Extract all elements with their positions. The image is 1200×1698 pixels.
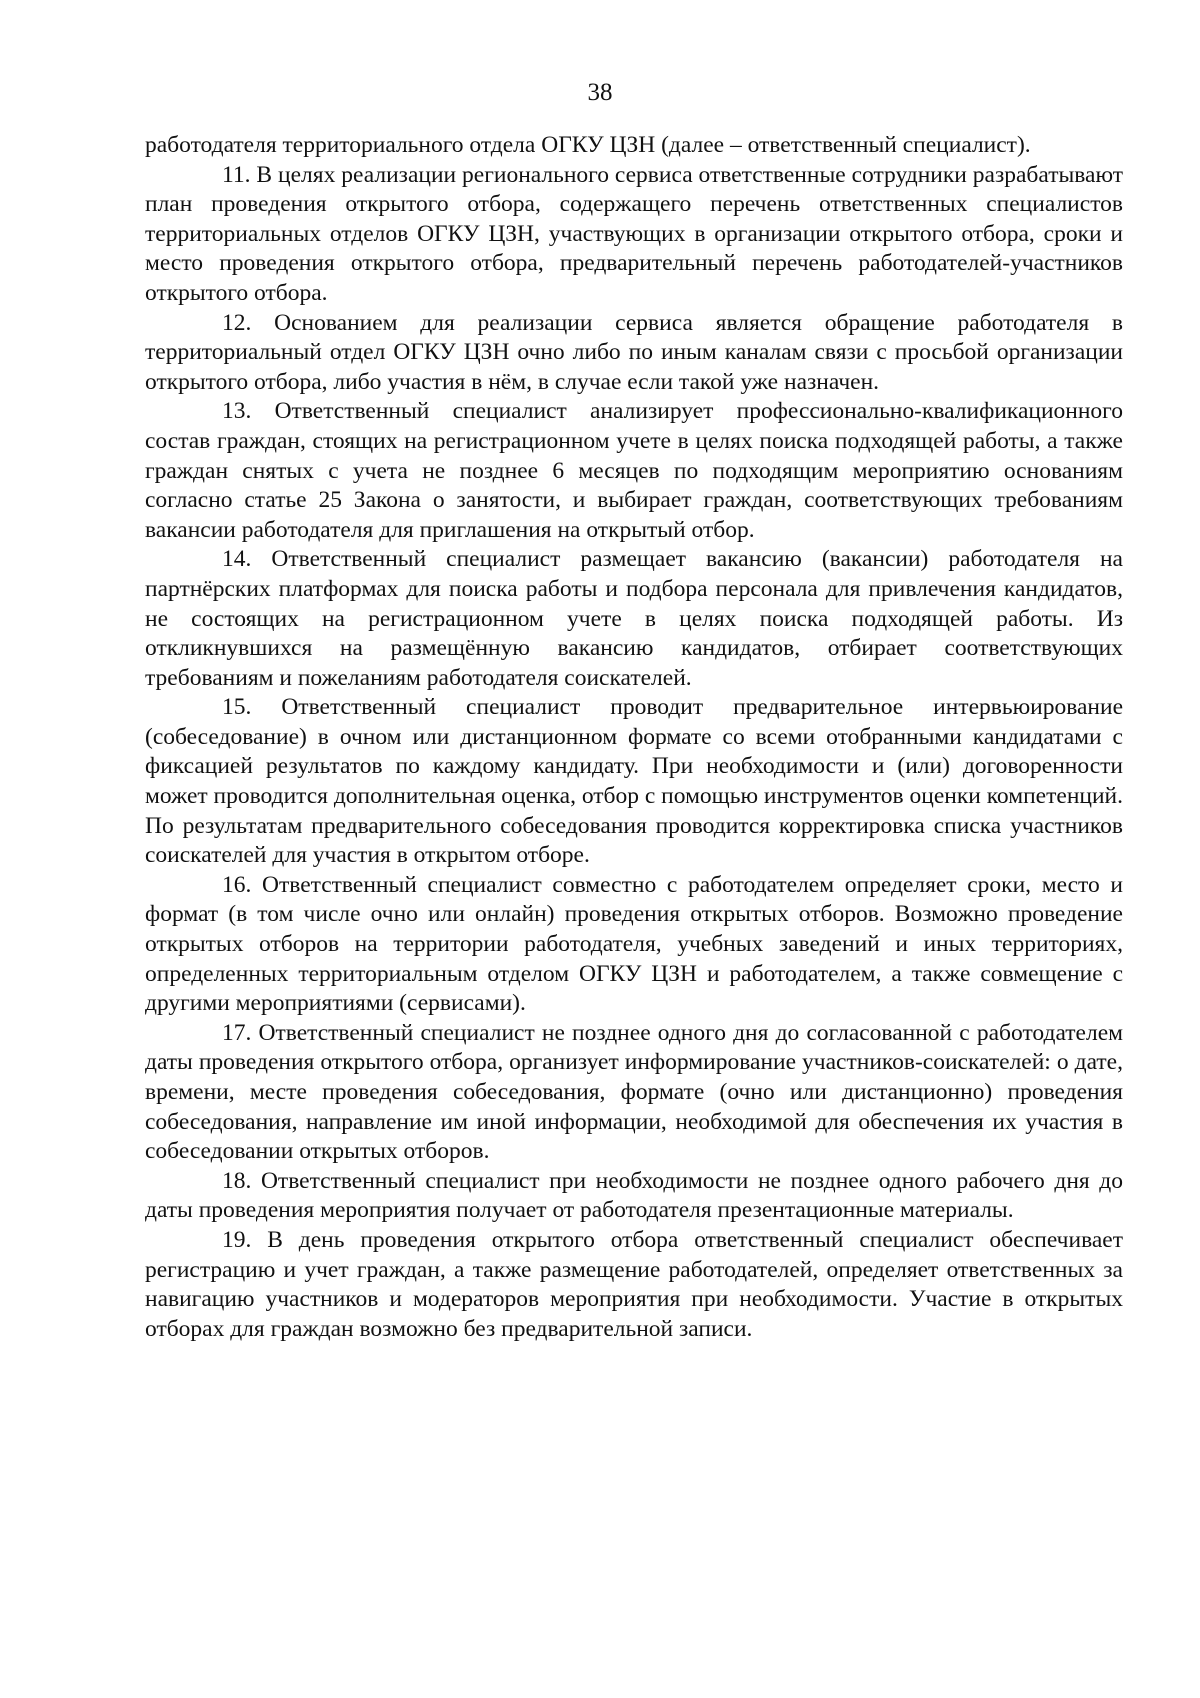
paragraph-16: 16. Ответственный специалист совместно с работодателем определяет сроки, место и формат (в том числе очно или онлайн) проведения открытых отборов. Возможно проведение открытых отборов на территории работодателя, учебных заведений и иных территориях, определенных территориальным отделом ОГКУ ЦЗН и работодателем, а также совмещение с другими мероприятиями (сервисами).: [145, 871, 1123, 1017]
paragraph-15: 15. Ответственный специалист проводит предварительное интервьюирование (собеседование) в очном или дистанционном формате со всеми отобранными кандидатами с фиксацией результатов по каждому кандидату. При необходимости и (или) договоренности может проводится дополнительная оценка, отбор с помощью инструментов оценки компетенций. По результатам предварительного собеседования проводится корректировка списка участников соискателей для участия в открытом отборе.: [145, 694, 1123, 869]
paragraph-19: 19. В день проведения открытого отбора ответственный специалист обеспечивает регистрацию и учет граждан, а также размещение работодателей, определяет ответственных за навигацию участников и модераторов мероприятия при необходимости. Участие в открытых отборах для граждан возможно без предварительной записи.: [145, 1226, 1123, 1342]
paragraph-11: 11. В целях реализации регионального сервиса ответственные сотрудники разрабатывают план проведения открытого отбора, содержащего перечень ответственных специалистов территориальных отделов ОГКУ ЦЗН, участвующих в организации открытого отбора, сроки и место проведения открытого отбора, предварительный перечень работодателей-участников открытого отбора.: [145, 161, 1123, 306]
page-number: 38: [587, 79, 613, 106]
paragraph-14: 14. Ответственный специалист размещает вакансию (вакансии) работодателя на партнёрских платформах для поиска работы и подбора персонала для привлечения кандидатов, не состоящих на регистрационном учете в целях поиска подходящей работы. Из откликнувшихся на размещённую вакансию кандидатов, отбирает соответствующих требованиям и пожеланиям работодателя соискателей.: [145, 546, 1123, 691]
paragraph-18: 18. Ответственный специалист при необходимости не позднее одного рабочего дня до даты проведения мероприятия получает от работодателя презентационные материалы.: [145, 1167, 1123, 1224]
paragraph-17: 17. Ответственный специалист не позднее одного дня до согласованной с работодателем даты проведения открытого отбора, организует информирование участников-соискателей: о дате, времени, месте проведения собеседования, формате (очно или дистанционно) проведения собеседования, направление им иной информации, необходимой для обеспечения их участия в собеседовании открытых отборов.: [145, 1019, 1123, 1165]
document-body: [145, 131, 1123, 1344]
paragraph-continuation: работодателя территориального отдела ОГКУ ЦЗН (далее – ответственный специалист).: [145, 132, 1031, 158]
paragraph-12: 12. Основанием для реализации сервиса является обращение работодателя в территориальный отдел ОГКУ ЦЗН очно либо по иным каналам связи с просьбой организации открытого отбора, либо участия в нём, в случае если такой уже назначен.: [145, 309, 1123, 395]
paragraph-13: 13. Ответственный специалист анализирует профессионально-квалификационного состав граждан, стоящих на регистрационном учете в целях поиска подходящей работы, а также граждан снятых с учета не позднее 6 месяцев по подходящим мероприятию основаниям согласно статье 25 Закона о занятости, и выбирает граждан, соответствующих требованиям вакансии работодателя для приглашения на открытый отбор.: [145, 398, 1123, 543]
